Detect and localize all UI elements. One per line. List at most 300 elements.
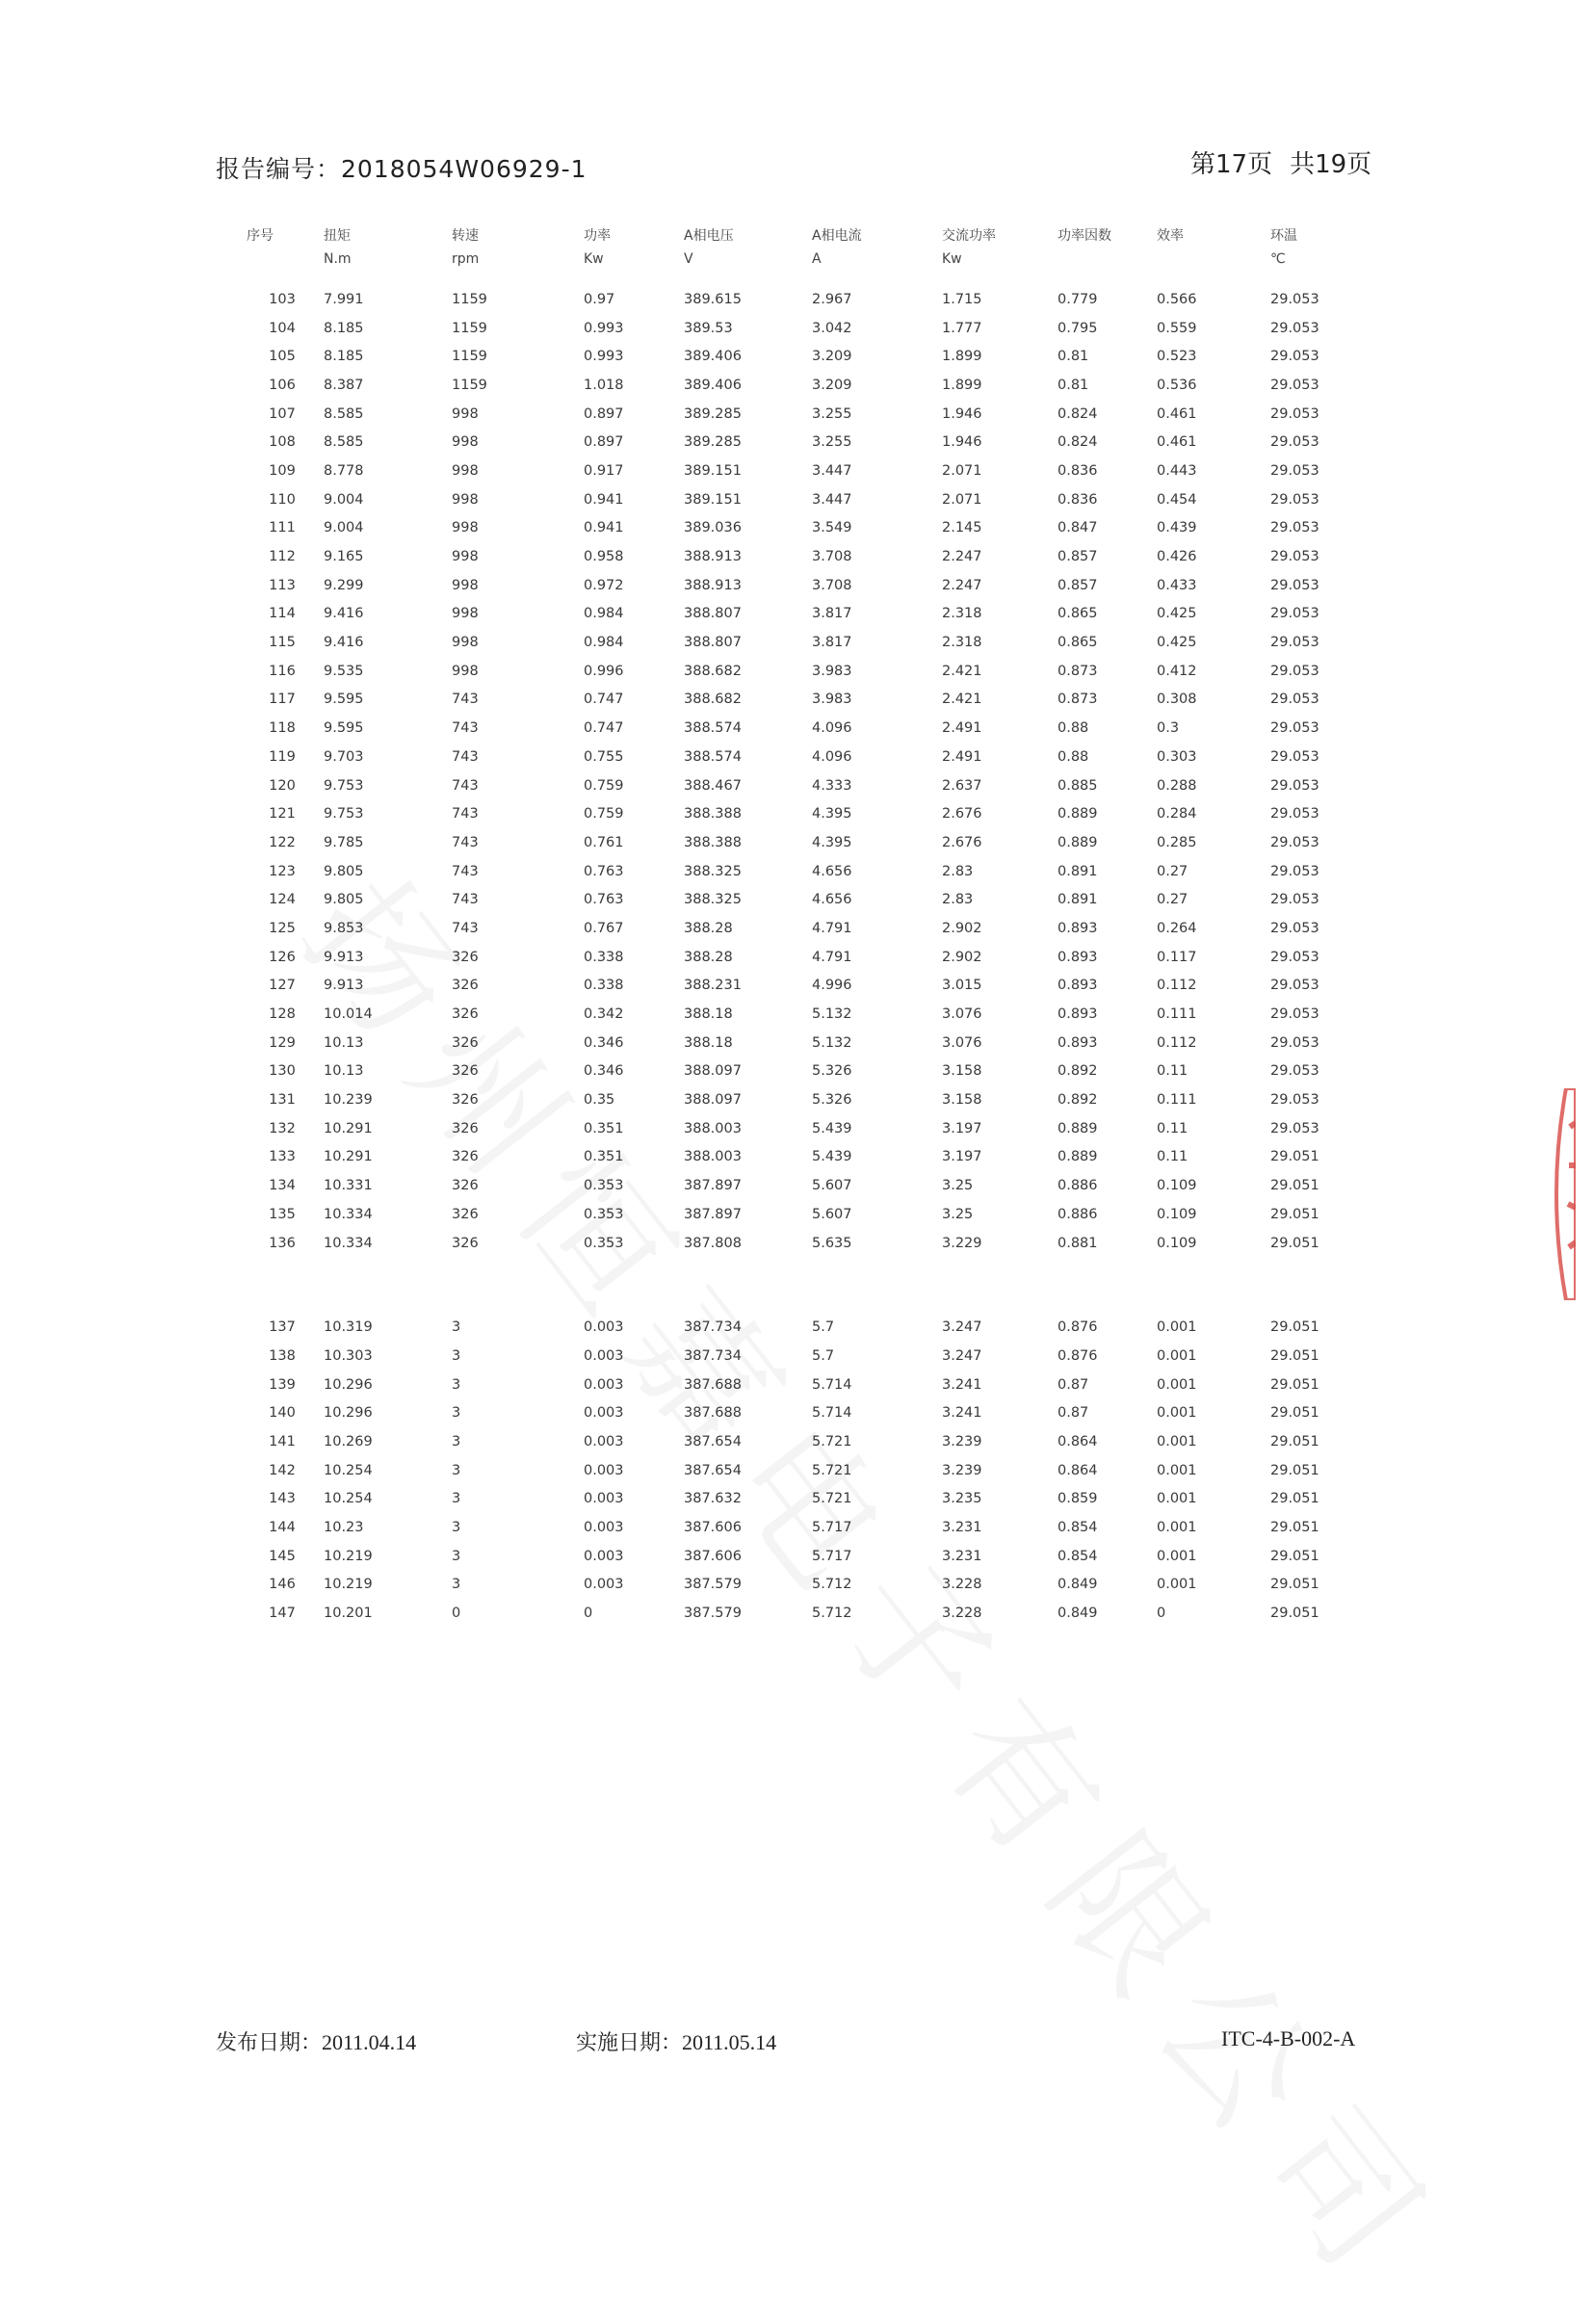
table-cell: 0.338 xyxy=(584,978,624,994)
table-cell: 1.946 xyxy=(942,434,982,451)
table-cell: 998 xyxy=(452,549,479,565)
table-cell: 388.325 xyxy=(684,863,742,879)
table-cell: 5.439 xyxy=(812,1149,852,1165)
table-cell: 147 xyxy=(269,1606,296,1622)
table-cell: 29.053 xyxy=(1270,834,1319,850)
table-cell: 0.425 xyxy=(1157,606,1197,622)
table-cell: 4.656 xyxy=(812,863,852,879)
table-cell: 3.042 xyxy=(812,320,852,336)
table-row xyxy=(247,342,1345,371)
table-cell: 9.913 xyxy=(324,949,364,965)
table-cell: 326 xyxy=(452,1034,479,1051)
table-cell: 1159 xyxy=(452,320,487,336)
table-cell: 0.864 xyxy=(1058,1462,1098,1478)
table-cell: 5.132 xyxy=(812,1034,852,1051)
unit-label xyxy=(1058,245,1157,274)
table-row xyxy=(247,1571,1345,1600)
table-cell: 0.264 xyxy=(1157,920,1197,936)
table-row xyxy=(247,1058,1345,1086)
table-cell: 118 xyxy=(269,720,296,737)
table-row xyxy=(247,1229,1345,1258)
table-cell: 0.88 xyxy=(1058,720,1089,737)
table-cell: 326 xyxy=(452,978,479,994)
table-cell: 387.579 xyxy=(684,1577,742,1593)
table-cell: 326 xyxy=(452,1235,479,1251)
table-row xyxy=(247,1342,1345,1371)
table-cell: 29.053 xyxy=(1270,405,1319,422)
table-cell: 388.097 xyxy=(684,1092,742,1109)
table-cell: 146 xyxy=(269,1577,296,1593)
unit-label: rpm xyxy=(452,251,480,267)
table-cell: 387.654 xyxy=(684,1462,742,1478)
column-header: 环温 xyxy=(1270,228,1297,244)
table-cell: 135 xyxy=(269,1206,296,1222)
table-cell: 0.351 xyxy=(584,1149,624,1165)
table-cell: 389.406 xyxy=(684,349,742,365)
table-cell: 8.585 xyxy=(324,434,364,451)
table-cell: 0.847 xyxy=(1058,520,1098,536)
table-row xyxy=(247,400,1345,429)
table-cell: 9.416 xyxy=(324,606,364,622)
table-cell: 8.185 xyxy=(324,320,364,336)
table-cell: 326 xyxy=(452,949,479,965)
table-cell: 5.721 xyxy=(812,1491,852,1507)
table-cell: 0.353 xyxy=(584,1178,624,1194)
table-row xyxy=(247,571,1345,600)
table-cell: 0.284 xyxy=(1157,806,1197,823)
table-row xyxy=(247,914,1345,943)
table-row xyxy=(247,857,1345,886)
table-cell: 0.886 xyxy=(1058,1178,1098,1194)
table-cell: 29.053 xyxy=(1270,920,1319,936)
table-cell: 326 xyxy=(452,1006,479,1023)
table-cell: 3 xyxy=(452,1577,461,1593)
column-header: 扭矩 xyxy=(324,228,351,244)
table-cell: 0.001 xyxy=(1157,1376,1197,1393)
table-cell: 10.239 xyxy=(324,1092,373,1109)
table-cell: 29.051 xyxy=(1270,1376,1319,1393)
table-cell: 2.491 xyxy=(942,720,982,737)
table-cell: 29.051 xyxy=(1270,1548,1319,1564)
table-cell: 29.053 xyxy=(1270,892,1319,908)
table-row xyxy=(247,371,1345,400)
table-cell: 0.763 xyxy=(584,863,624,879)
table-cell: 0.351 xyxy=(584,1120,624,1136)
table-cell: 998 xyxy=(452,577,479,593)
table-cell: 29.053 xyxy=(1270,863,1319,879)
table-cell: 0.849 xyxy=(1058,1606,1098,1622)
table-cell: 3.209 xyxy=(812,349,852,365)
table-cell: 0.87 xyxy=(1058,1376,1089,1393)
table-cell: 3.229 xyxy=(942,1235,982,1251)
table-cell: 0.747 xyxy=(584,720,624,737)
table-cell: 127 xyxy=(269,978,296,994)
table-row xyxy=(247,1171,1345,1200)
total-pages: 共19页 xyxy=(1290,150,1372,179)
table-cell: 3.076 xyxy=(942,1034,982,1051)
table-cell: 10.219 xyxy=(324,1577,373,1593)
table-cell: 0.003 xyxy=(584,1577,624,1593)
table-cell: 29.053 xyxy=(1270,748,1319,765)
table-cell: 0.891 xyxy=(1058,863,1098,879)
table-cell: 3.447 xyxy=(812,491,852,508)
table-cell: 743 xyxy=(452,777,479,794)
table-cell: 137 xyxy=(269,1319,296,1336)
table-cell: 0.308 xyxy=(1157,692,1197,708)
table-cell: 9.595 xyxy=(324,720,364,737)
table-cell: 0.759 xyxy=(584,806,624,823)
table-cell: 0.27 xyxy=(1157,863,1188,879)
table-cell: 0.889 xyxy=(1058,1149,1098,1165)
table-cell: 2.967 xyxy=(812,291,852,307)
table-cell: 114 xyxy=(269,606,296,622)
table-cell: 0.941 xyxy=(584,520,624,536)
table-cell: 0.433 xyxy=(1157,577,1197,593)
table-cell: 3.25 xyxy=(942,1206,974,1222)
table-cell: 326 xyxy=(452,1092,479,1109)
table-cell: 0.881 xyxy=(1058,1235,1098,1251)
table-cell: 2.421 xyxy=(942,692,982,708)
table-cell: 136 xyxy=(269,1235,296,1251)
table-cell: 5.712 xyxy=(812,1606,852,1622)
table-cell: 29.053 xyxy=(1270,549,1319,565)
table-cell: 5.714 xyxy=(812,1405,852,1422)
table-cell: 9.416 xyxy=(324,635,364,651)
seal-stamp-edge xyxy=(1537,1088,1576,1300)
table-cell: 0.755 xyxy=(584,748,624,765)
table-cell: 326 xyxy=(452,1178,479,1194)
table-cell: 1159 xyxy=(452,349,487,365)
table-cell: 29.053 xyxy=(1270,462,1319,479)
table-cell: 0.003 xyxy=(584,1433,624,1449)
table-cell: 743 xyxy=(452,806,479,823)
effective-date: 实施日期：2011.05.14 xyxy=(576,2030,777,2054)
table-cell: 0.001 xyxy=(1157,1577,1197,1593)
table-cell: 123 xyxy=(269,863,296,879)
table-cell: 0.11 xyxy=(1157,1063,1188,1080)
table-cell: 0.891 xyxy=(1058,892,1098,908)
table-cell: 106 xyxy=(269,377,296,393)
table-row xyxy=(247,1313,1345,1342)
unit-label: Kw xyxy=(942,251,962,267)
table-cell: 140 xyxy=(269,1405,296,1422)
table-cell: 5.607 xyxy=(812,1206,852,1222)
table-row xyxy=(247,743,1345,771)
table-cell: 389.151 xyxy=(684,491,742,508)
table-cell: 29.053 xyxy=(1270,692,1319,708)
table-cell: 387.688 xyxy=(684,1405,742,1422)
table-cell: 10.219 xyxy=(324,1548,373,1564)
column-header: 功率 xyxy=(584,228,611,244)
table-cell: 115 xyxy=(269,635,296,651)
table-cell: 0.897 xyxy=(584,405,624,422)
table-cell: 10.23 xyxy=(324,1520,364,1536)
table-cell: 5.607 xyxy=(812,1178,852,1194)
table-cell: 138 xyxy=(269,1347,296,1364)
table-cell: 8.585 xyxy=(324,405,364,422)
table-cell: 1159 xyxy=(452,291,487,307)
table-cell: 0.897 xyxy=(584,434,624,451)
table-cell: 0.001 xyxy=(1157,1462,1197,1478)
table-cell: 113 xyxy=(269,577,296,593)
table-cell: 144 xyxy=(269,1520,296,1536)
table-cell: 142 xyxy=(269,1462,296,1478)
table-cell: 0.857 xyxy=(1058,549,1098,565)
column-header: 序号 xyxy=(247,228,274,244)
table-cell: 0.87 xyxy=(1058,1405,1089,1422)
table-cell: 3 xyxy=(452,1376,461,1393)
table-cell: 4.656 xyxy=(812,892,852,908)
table-cell: 0.454 xyxy=(1157,491,1197,508)
table-cell: 388.003 xyxy=(684,1149,742,1165)
table-header xyxy=(247,218,1345,285)
table-cell: 5.326 xyxy=(812,1063,852,1080)
table-cell: 0.439 xyxy=(1157,520,1197,536)
table-cell: 29.053 xyxy=(1270,978,1319,994)
table-cell: 0.993 xyxy=(584,320,624,336)
table-cell: 998 xyxy=(452,635,479,651)
table-cell: 0.759 xyxy=(584,777,624,794)
table-cell: 29.051 xyxy=(1270,1433,1319,1449)
table-cell: 0.864 xyxy=(1058,1433,1098,1449)
table-cell: 10.291 xyxy=(324,1120,373,1136)
table-cell: 743 xyxy=(452,920,479,936)
table-cell: 5.712 xyxy=(812,1577,852,1593)
table-cell: 29.053 xyxy=(1270,577,1319,593)
table-cell: 4.096 xyxy=(812,748,852,765)
table-cell: 109 xyxy=(269,462,296,479)
table-row xyxy=(247,1371,1345,1399)
table-row xyxy=(247,799,1345,828)
table-cell: 3.076 xyxy=(942,1006,982,1023)
table-cell: 122 xyxy=(269,834,296,850)
table-cell: 3 xyxy=(452,1462,461,1478)
table-cell: 0.993 xyxy=(584,349,624,365)
table-cell: 0.854 xyxy=(1058,1520,1098,1536)
table-cell: 0.117 xyxy=(1157,949,1197,965)
table-cell: 0.886 xyxy=(1058,1206,1098,1222)
table-cell: 1.899 xyxy=(942,377,982,393)
table-row xyxy=(247,600,1345,629)
table-cell: 388.325 xyxy=(684,892,742,908)
table-cell: 134 xyxy=(269,1178,296,1194)
table-cell: 0.984 xyxy=(584,606,624,622)
table-cell: 10.254 xyxy=(324,1491,373,1507)
table-cell: 9.805 xyxy=(324,863,364,879)
table-cell: 0.893 xyxy=(1058,1034,1098,1051)
table-cell: 388.682 xyxy=(684,663,742,679)
table-cell: 0.35 xyxy=(584,1092,615,1109)
table-cell: 117 xyxy=(269,692,296,708)
table-cell: 10.334 xyxy=(324,1206,373,1222)
table-cell: 388.28 xyxy=(684,920,733,936)
table-cell: 29.053 xyxy=(1270,349,1319,365)
table-row xyxy=(247,828,1345,857)
table-cell: 0.857 xyxy=(1058,577,1098,593)
table-cell: 29.051 xyxy=(1270,1149,1319,1165)
table-cell: 387.734 xyxy=(684,1319,742,1336)
table-cell: 116 xyxy=(269,663,296,679)
table-cell: 129 xyxy=(269,1034,296,1051)
table-row xyxy=(247,1085,1345,1114)
table-cell: 5.721 xyxy=(812,1462,852,1478)
table-cell: 3.209 xyxy=(812,377,852,393)
table-cell: 3.158 xyxy=(942,1092,982,1109)
table-cell: 388.388 xyxy=(684,834,742,850)
table-cell: 0.003 xyxy=(584,1347,624,1364)
table-cell: 3.247 xyxy=(942,1347,982,1364)
unit-label xyxy=(1157,245,1270,274)
table-cell: 125 xyxy=(269,920,296,936)
table-cell: 387.688 xyxy=(684,1376,742,1393)
table-cell: 326 xyxy=(452,1120,479,1136)
table-cell: 143 xyxy=(269,1491,296,1507)
table-cell: 0.353 xyxy=(584,1206,624,1222)
table-cell: 998 xyxy=(452,434,479,451)
table-cell: 0.873 xyxy=(1058,663,1098,679)
table-cell: 29.053 xyxy=(1270,1063,1319,1080)
table-row xyxy=(247,1143,1345,1172)
page-indicator xyxy=(1190,144,1371,180)
table-cell: 9.805 xyxy=(324,892,364,908)
table-cell: 3.983 xyxy=(812,663,852,679)
table-cell: 388.574 xyxy=(684,720,742,737)
table-cell: 389.151 xyxy=(684,462,742,479)
table-cell: 0.854 xyxy=(1058,1548,1098,1564)
table-cell: 0.443 xyxy=(1157,462,1197,479)
table-row xyxy=(247,1513,1345,1542)
table-cell: 0.873 xyxy=(1058,692,1098,708)
table-cell: 4.791 xyxy=(812,949,852,965)
table-cell: 2.676 xyxy=(942,806,982,823)
table-cell: 0.003 xyxy=(584,1405,624,1422)
table-row xyxy=(247,428,1345,457)
table-cell: 29.051 xyxy=(1270,1178,1319,1194)
table-row xyxy=(247,1029,1345,1058)
table-cell: 0.566 xyxy=(1157,291,1197,307)
unit-label: Kw xyxy=(584,251,604,267)
table-cell: 389.285 xyxy=(684,405,742,422)
table-cell: 0.747 xyxy=(584,692,624,708)
table-cell: 121 xyxy=(269,806,296,823)
table-cell: 0.536 xyxy=(1157,377,1197,393)
table-cell: 3.447 xyxy=(812,462,852,479)
table-cell: 5.132 xyxy=(812,1006,852,1023)
table-cell: 998 xyxy=(452,663,479,679)
table-cell: 0.892 xyxy=(1058,1063,1098,1080)
table-cell: 2.071 xyxy=(942,462,982,479)
column-header: 转速 xyxy=(452,228,479,244)
table-cell: 326 xyxy=(452,1149,479,1165)
table-cell: 0.303 xyxy=(1157,748,1197,765)
table-cell: 2.247 xyxy=(942,577,982,593)
table-cell: 10.319 xyxy=(324,1319,373,1336)
unit-label: V xyxy=(684,251,693,267)
table-cell: 389.036 xyxy=(684,520,742,536)
table-cell: 0.889 xyxy=(1058,834,1098,850)
table-cell: 29.053 xyxy=(1270,520,1319,536)
table-cell: 3.255 xyxy=(812,434,852,451)
publish-date: 发布日期：2011.04.14 xyxy=(216,2030,417,2054)
table-cell: 0.338 xyxy=(584,949,624,965)
table-cell: 29.051 xyxy=(1270,1319,1319,1336)
table-cell: 3 xyxy=(452,1491,461,1507)
table-cell: 388.28 xyxy=(684,949,733,965)
table-cell: 743 xyxy=(452,720,479,737)
table-cell: 388.913 xyxy=(684,577,742,593)
table-cell: 133 xyxy=(269,1149,296,1165)
table-cell: 3.708 xyxy=(812,549,852,565)
table-cell: 3 xyxy=(452,1433,461,1449)
table-row xyxy=(247,457,1345,485)
header-row xyxy=(247,218,1345,245)
table-cell: 0.461 xyxy=(1157,405,1197,422)
table-cell: 0.763 xyxy=(584,892,624,908)
table-cell: 0.001 xyxy=(1157,1548,1197,1564)
table-cell: 0.892 xyxy=(1058,1092,1098,1109)
table-cell: 104 xyxy=(269,320,296,336)
table-cell: 10.13 xyxy=(324,1063,364,1080)
table-cell: 29.053 xyxy=(1270,720,1319,737)
table-cell: 0.001 xyxy=(1157,1405,1197,1422)
table-cell: 29.053 xyxy=(1270,949,1319,965)
table-cell: 29.051 xyxy=(1270,1491,1319,1507)
table-cell: 124 xyxy=(269,892,296,908)
table-row xyxy=(247,1200,1345,1229)
table-cell: 131 xyxy=(269,1092,296,1109)
table-cell: 10.296 xyxy=(324,1405,373,1422)
document-code: ITC-4-B-002-A xyxy=(1221,2026,1356,2050)
table-cell: 29.053 xyxy=(1270,1034,1319,1051)
table-row xyxy=(247,285,1345,314)
table-cell: 743 xyxy=(452,834,479,850)
table-cell: 10.269 xyxy=(324,1433,373,1449)
table-cell: 0.917 xyxy=(584,462,624,479)
table-cell: 2.247 xyxy=(942,549,982,565)
table-row xyxy=(247,657,1345,686)
table-cell: 8.778 xyxy=(324,462,364,479)
table-cell: 9.165 xyxy=(324,549,364,565)
table-cell: 0.112 xyxy=(1157,1034,1197,1051)
table-cell: 387.579 xyxy=(684,1606,742,1622)
table-cell: 141 xyxy=(269,1433,296,1449)
table-cell: 0.523 xyxy=(1157,349,1197,365)
table-cell: 119 xyxy=(269,748,296,765)
table-row xyxy=(247,943,1345,972)
table-cell: 29.051 xyxy=(1270,1405,1319,1422)
table-cell: 9.753 xyxy=(324,806,364,823)
table-cell: 387.734 xyxy=(684,1347,742,1364)
table-cell: 0.824 xyxy=(1058,434,1098,451)
table-cell: 3.228 xyxy=(942,1577,982,1593)
table-cell: 10.13 xyxy=(324,1034,364,1051)
table-cell: 388.003 xyxy=(684,1120,742,1136)
table-cell: 0 xyxy=(452,1606,461,1622)
column-header: A相电流 xyxy=(812,228,862,244)
table-cell: 0.893 xyxy=(1058,920,1098,936)
table-cell: 29.053 xyxy=(1270,320,1319,336)
table-cell: 388.231 xyxy=(684,978,742,994)
table-cell: 132 xyxy=(269,1120,296,1136)
table-row xyxy=(247,514,1345,543)
table-cell: 3.241 xyxy=(942,1405,982,1422)
table-cell: 387.632 xyxy=(684,1491,742,1507)
table-cell: 388.913 xyxy=(684,549,742,565)
table-row xyxy=(247,972,1345,1001)
table-cell: 0.109 xyxy=(1157,1206,1197,1222)
table-cell: 5.326 xyxy=(812,1092,852,1109)
table-cell: 2.902 xyxy=(942,920,982,936)
